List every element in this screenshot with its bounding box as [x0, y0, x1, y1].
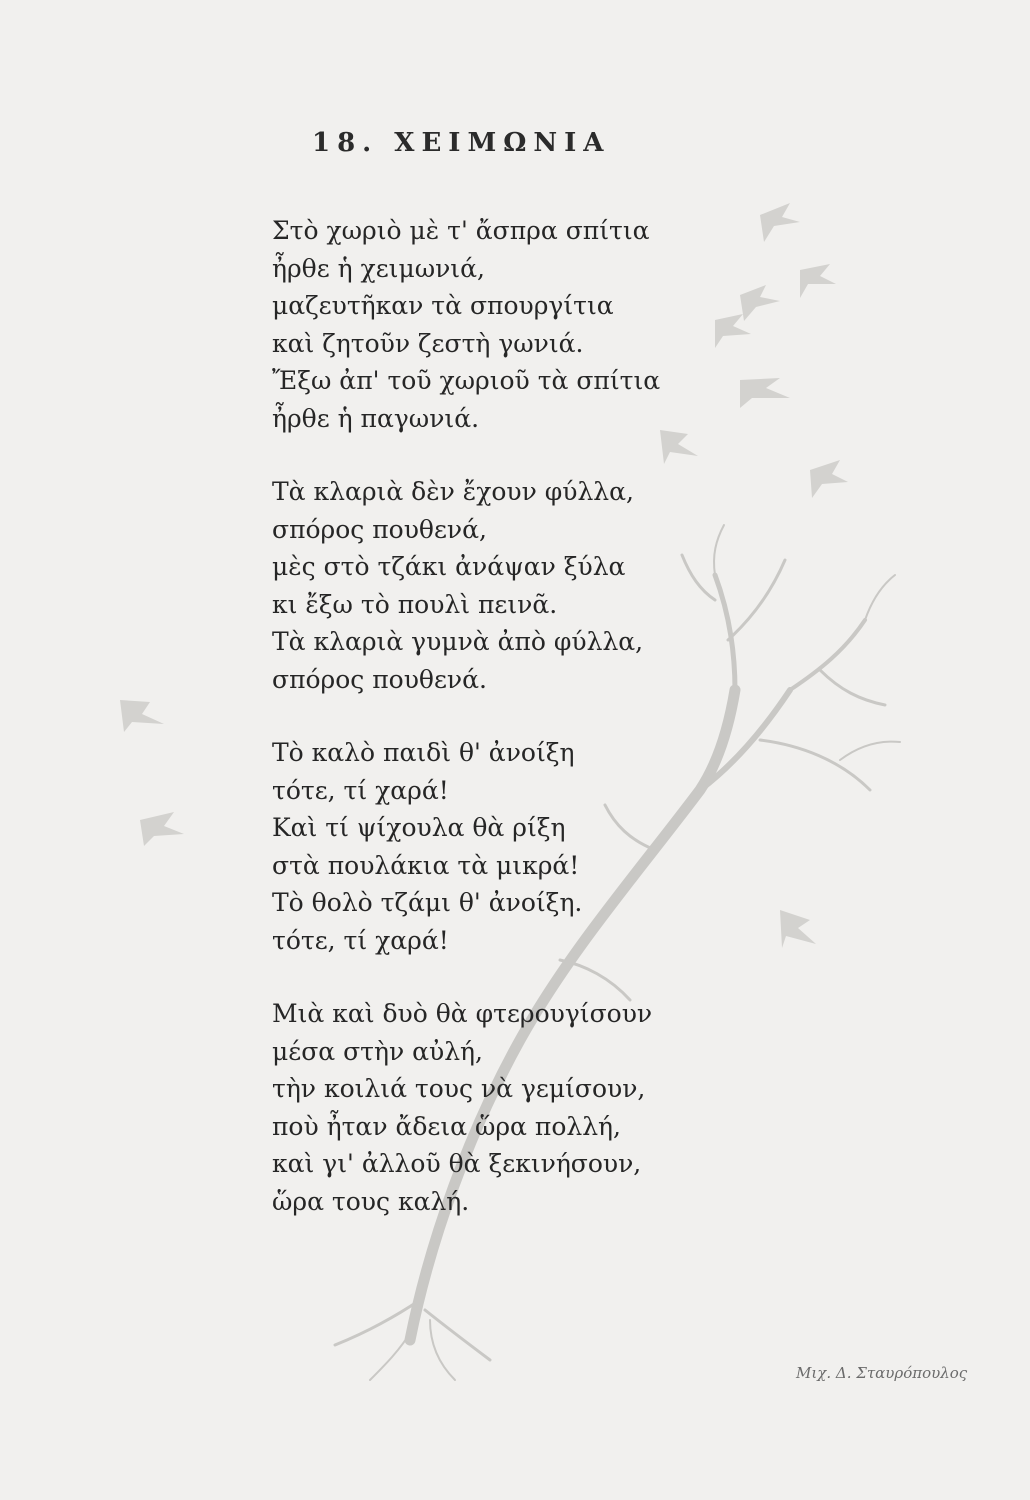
poem-line: καὶ γι' ἀλλοῦ θὰ ξεκινήσουν, [272, 1149, 642, 1178]
poem-line: μέσα στὴν αὐλή, [272, 1036, 483, 1066]
poem-line: τότε, τί χαρά! [272, 925, 449, 955]
poem-line: Μιὰ καὶ δυὸ θὰ φτερουγίσουν [272, 999, 653, 1028]
poem-line: Τὸ καλὸ παιδὶ θ' ἀνοίξη [272, 738, 575, 767]
poem-line: τὴν κοιλιά τους νὰ γεμίσουν, [272, 1074, 646, 1103]
stanza [272, 473, 772, 698]
poem-line: μὲς στὸ τζάκι ἀνάψαν ξύλα [272, 552, 626, 581]
stanza [272, 995, 772, 1220]
poem-line: σπόρος πουθενά, [272, 514, 487, 544]
poem-line: τότε, τί χαρά! [272, 775, 449, 805]
poem [272, 212, 772, 1256]
poem-line: Καὶ τί ψίχουλα θὰ ρίξη [272, 813, 566, 842]
author-signature: Μιχ. Δ. Σταυρόπουλος [796, 1364, 968, 1382]
poem-line: κι ἔξω τὸ πουλὶ πεινᾶ. [272, 589, 558, 619]
poem-line: ποὺ ἦταν ἄδεια ὥρα πολλή, [272, 1111, 621, 1141]
poem-line: σπόρος πουθενά. [272, 664, 487, 694]
poem-line: Τὸ θολὸ τζάμι θ' ἀνοίξη. [272, 888, 583, 917]
poem-line: ἦρθε ἡ χειμωνιά, [272, 253, 485, 283]
poem-line: Τὰ κλαριὰ γυμνὰ ἀπὸ φύλλα, [272, 627, 644, 656]
poem-line: ἦρθε ἡ παγωνιά. [272, 403, 480, 433]
poem-line: καὶ ζητοῦν ζεστὴ γωνιά. [272, 328, 584, 358]
page-title: 18. ΧΕΙΜΩΝΙΑ [312, 128, 611, 158]
stanza [272, 734, 772, 959]
poem-line: Τὰ κλαριὰ δὲν ἔχουν φύλλα, [272, 477, 634, 506]
poem-line: Στὸ χωριὸ μὲ τ' ἄσπρα σπίτια [272, 216, 650, 245]
poem-line: μαζευτῆκαν τὰ σπουργίτια [272, 291, 614, 320]
poem-line: ὥρα τους καλή. [272, 1186, 470, 1216]
poem-line: στὰ πουλάκια τὰ μικρά! [272, 850, 580, 880]
stanza [272, 212, 772, 437]
poem-line: Ἔξω ἀπ' τοῦ χωριοῦ τὰ σπίτια [272, 366, 661, 395]
